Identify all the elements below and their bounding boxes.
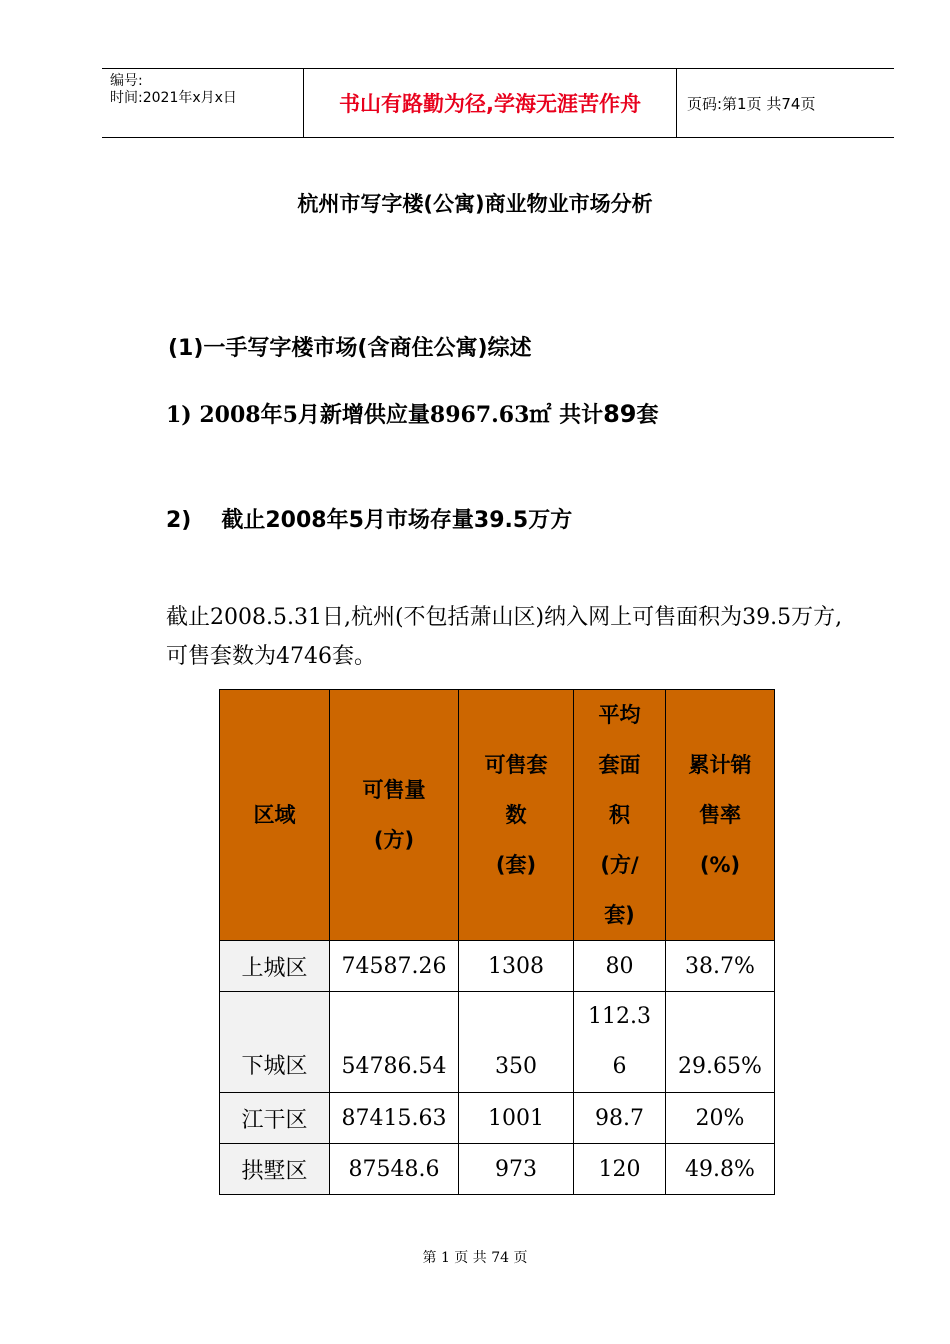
cell: 98.7: [574, 1093, 666, 1144]
cell: 112.3 6: [574, 992, 666, 1093]
cell: 54786.54: [330, 992, 459, 1093]
stock-item-text: 截止2008年5月市场存量39.5万方: [221, 508, 573, 533]
cell: 1001: [459, 1093, 574, 1144]
district-table: [219, 689, 775, 1195]
cell: 350: [459, 992, 574, 1093]
col-header-region: 区域: [220, 690, 330, 941]
stock-item-number: 2): [166, 508, 192, 533]
col-header-avg: 平均 套面 积 (方/ 套): [574, 690, 666, 941]
supply-item: [166, 398, 659, 429]
col-header-area: 可售量 (方): [330, 690, 459, 941]
cell: 上城区: [220, 941, 330, 992]
supply-item-unit: 套: [636, 402, 659, 428]
page-footer: 第 1 页 共 74 页: [422, 1250, 528, 1266]
col-header-rate: 累计销 售率 (%): [666, 690, 775, 941]
cell: 1308: [459, 941, 574, 992]
cell: 38.7%: [666, 941, 775, 992]
summary-paragraph: 截止2008.5.31日,杭州(不包括萧山区)纳入网上可售面积为39.5万方,可售套数为4746套。: [166, 605, 843, 669]
table-row: [220, 1093, 775, 1144]
stock-item: [166, 503, 572, 534]
cell: 973: [459, 1144, 574, 1195]
cell: 80: [574, 941, 666, 992]
supply-item-count: 89: [603, 400, 637, 428]
cell: 江干区: [220, 1093, 330, 1144]
supply-item-text: 1) 2008年5月新增供应量8967.63㎡ 共计: [166, 402, 604, 428]
header-page-info: 页码:第1页 共74页: [687, 94, 816, 113]
document-title: 杭州市写字楼(公寓)商业物业市场分析: [297, 192, 653, 216]
cell: 20%: [666, 1093, 775, 1144]
page-header: [102, 68, 894, 138]
cell: 74587.26: [330, 941, 459, 992]
table-row: [220, 941, 775, 992]
cell: 下城区: [220, 992, 330, 1093]
table-header-row: [220, 690, 775, 941]
code-label: 编号:: [110, 73, 143, 89]
cell: 87548.6: [330, 1144, 459, 1195]
cell: 87415.63: [330, 1093, 459, 1144]
time-label: 时间:2021年x月x日: [110, 90, 237, 106]
section-heading: (1)一手写字楼市场(含商住公寓)综述: [168, 336, 532, 361]
cell: 拱墅区: [220, 1144, 330, 1195]
header-slogan: 书山有路勤为径,学海无涯苦作舟: [304, 69, 677, 137]
cell: 29.65%: [666, 992, 775, 1093]
header-meta: [102, 69, 304, 137]
table-row: [220, 1144, 775, 1195]
col-header-units: 可售套 数 (套): [459, 690, 574, 941]
table-row: [220, 992, 775, 1093]
cell: 49.8%: [666, 1144, 775, 1195]
cell: 120: [574, 1144, 666, 1195]
